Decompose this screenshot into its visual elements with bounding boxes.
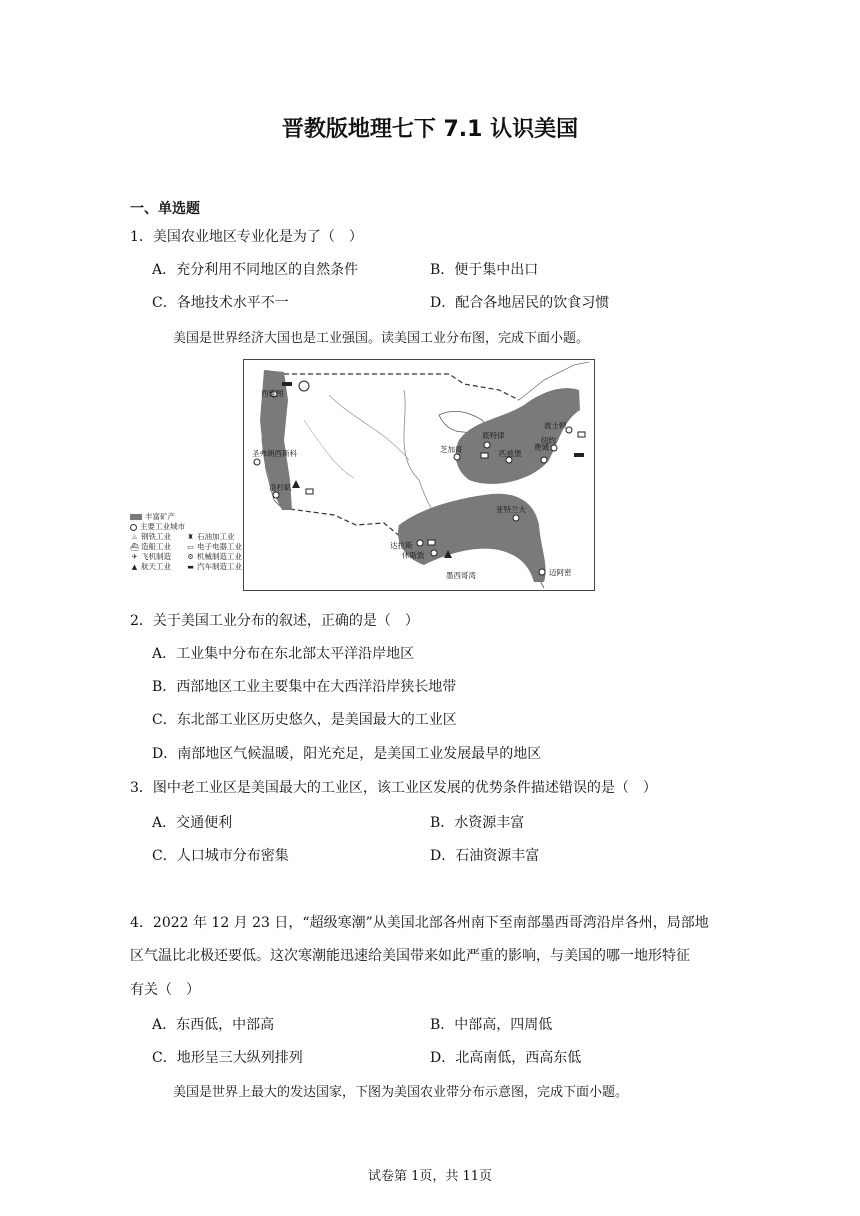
- electronic-icon: ▭: [187, 543, 194, 551]
- question-2-stem: 2．关于美国工业分布的叙述，正确的是（ ）: [130, 613, 419, 629]
- city-marker-atlanta: [513, 515, 519, 521]
- electronic-symbol-boston: [578, 432, 585, 437]
- electronic-symbol-la: [306, 489, 313, 494]
- question-2-option-c: C．东北部工业区历史悠久，是美国最大的工业区: [152, 712, 457, 728]
- ship-symbol-seattle: [282, 382, 292, 386]
- question-4-option-d: D．北高南低，西高东低: [430, 1050, 582, 1066]
- legend-electronic: 电子电器工业: [197, 542, 242, 551]
- city-label-atlanta: 亚特兰大: [496, 505, 526, 514]
- city-label-pittsburgh: 匹兹堡: [499, 449, 522, 458]
- legend-aerospace: 航天工业: [141, 562, 171, 571]
- city-marker-philadelphia: [541, 457, 547, 463]
- question-1-option-a: A．充分利用不同地区的自然条件: [152, 262, 359, 278]
- city-marker-dallas: [417, 540, 423, 546]
- electronic-symbol-dallas: [428, 540, 435, 545]
- legend-ship: 造船工业: [141, 542, 171, 551]
- page-title: 晋教版地理七下 7.1 认识美国: [281, 117, 579, 142]
- northeast-industrial-region: [456, 388, 580, 484]
- map-label-gulf-of-mexico: 墨西哥湾: [446, 571, 476, 580]
- legend-aircraft: 飞机制造: [141, 552, 171, 561]
- question-3-stem: 3．图中老工业区是美国最大的工业区，该工业区发展的优势条件描述错误的是（ ）: [130, 780, 657, 796]
- question-1-stem: 1．美国农业地区专业化是为了（ ）: [130, 229, 363, 245]
- legend-oil: 石油加工业: [197, 532, 235, 541]
- city-label-miami: 迈阿密: [549, 568, 572, 577]
- question-1-option-d: D．配合各地居民的饮食习惯: [430, 295, 610, 311]
- canada-border: [284, 374, 519, 400]
- legend-machinery: 机械制造工业: [197, 552, 242, 561]
- city-label-boston: 波士顿: [544, 421, 567, 430]
- western-river: [304, 420, 354, 478]
- rich-mineral-swatch: [130, 514, 142, 520]
- steel-icon: ♨: [131, 533, 138, 541]
- city-marker-detroit: [484, 442, 490, 448]
- question-2-option-d: D．南部地区气候温暖，阳光充足，是美国工业发展最早的地区: [152, 746, 542, 762]
- aircraft-symbol-seattle: [299, 381, 309, 391]
- question-1-option-c: C．各地技术水平不一: [152, 295, 289, 311]
- ship-symbol-newyork: [574, 453, 584, 457]
- question-4-option-c: C．地形呈三大纵列排列: [152, 1050, 303, 1066]
- page-footer: 试卷第 1页，共 11页: [367, 1169, 493, 1184]
- question-2-option-b: B．西部地区工业主要集中在大西洋沿岸狭长地带: [152, 679, 457, 695]
- aerospace-symbol-la: [292, 480, 300, 488]
- city-label-sf: 圣弗朗西斯科: [252, 449, 297, 458]
- city-marker-sf: [254, 459, 260, 465]
- question-2-option-a: A．工业集中分布在东北部太平洋沿岸地区: [152, 646, 415, 662]
- aerospace-icon: ▲: [131, 563, 138, 571]
- city-marker-houston: [431, 550, 437, 556]
- city-marker-icon: [130, 524, 137, 531]
- section-heading: 一、单选题: [130, 201, 200, 217]
- question-3-option-a: A．交通便利: [152, 815, 233, 831]
- question-4-stem-line-1: 4．2022 年 12 月 23 日，“超级寒潮”从美国北部各州南下至南部墨西哥湾沿岸各州，局部地: [130, 915, 709, 931]
- aircraft-icon: ✈: [131, 553, 138, 561]
- question-3-option-d: D．石油资源丰富: [430, 848, 540, 864]
- ship-icon: ⛴: [130, 543, 139, 551]
- missouri-river: [329, 395, 409, 460]
- mexico-border: [282, 508, 414, 560]
- legend-rich-mineral: 丰富矿产: [145, 512, 175, 521]
- question-3-option-c: C．人口城市分布密集: [152, 848, 289, 864]
- agriculture-intro-text: 美国是世界上最大的发达国家，下图为美国农业带分布示意图，完成下面小题。: [173, 1085, 629, 1100]
- city-label-seattle: 西雅图: [261, 389, 284, 398]
- question-4-stem-line-3: 有关（ ）: [130, 982, 200, 998]
- city-label-la: 洛杉矶: [269, 483, 292, 492]
- question-3-option-b: B．水资源丰富: [430, 815, 525, 831]
- question-4-stem-line-2: 区气温比北极还要低。这次寒潮能迅速给美国带来如此严重的影响，与美国的哪一地形特征: [130, 948, 690, 964]
- city-label-philadelphia: 费城: [534, 443, 549, 452]
- oil-icon: ♜: [187, 533, 194, 541]
- city-label-dallas: 达拉斯: [390, 541, 413, 550]
- us-industry-map: [243, 359, 595, 591]
- map-intro-text: 美国是世界经济大国也是工业强国。读美国工业分布图，完成下面小题。: [173, 331, 590, 346]
- question-4-option-b: B．中部高，四周低: [430, 1017, 553, 1033]
- city-marker-miami: [539, 569, 545, 575]
- auto-icon: ▬: [187, 563, 194, 571]
- legend-auto: 汽车制造工业: [197, 562, 242, 571]
- city-label-newyork: 纽约: [541, 436, 556, 445]
- legend-city: 主要工业城市: [140, 522, 185, 531]
- machinery-icon: ⚙: [187, 553, 194, 561]
- legend-steel: 钢铁工业: [141, 532, 171, 541]
- question-1-option-b: B．便于集中出口: [430, 262, 539, 278]
- city-label-chicago: 芝加哥: [440, 445, 463, 454]
- city-label-houston: 休斯敦: [402, 551, 425, 560]
- map-legend: [130, 512, 242, 572]
- question-4-option-a: A．东西低，中部高: [152, 1017, 275, 1033]
- city-label-detroit: 底特律: [482, 431, 505, 440]
- electronic-symbol-northeast: [481, 453, 488, 458]
